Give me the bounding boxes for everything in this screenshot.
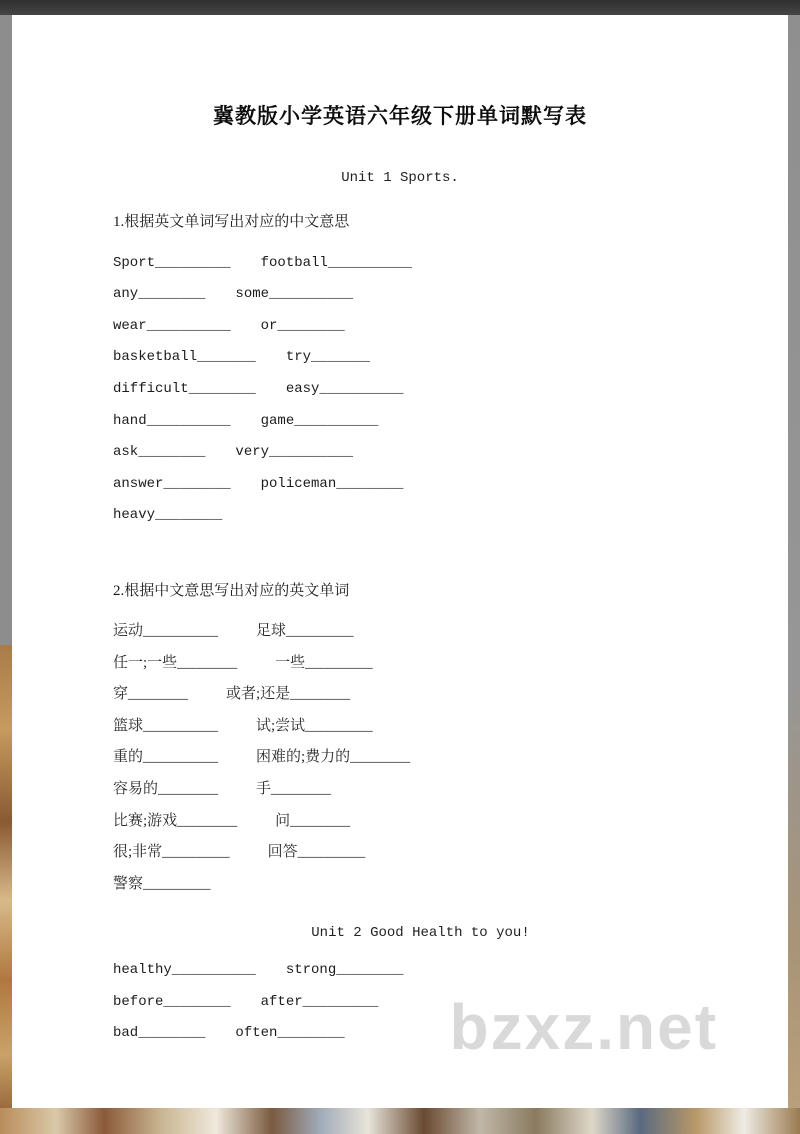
top-bar [0,0,800,15]
word-with-blank: heavy________ [113,507,223,524]
word-with-blank: before________ [113,993,231,1010]
word-with-blank: 回答_________ [267,844,366,861]
right-edge-texture [788,15,800,1110]
word-with-blank: 警察_________ [113,875,211,892]
word-with-blank: healthy__________ [113,962,256,979]
word-with-blank: some__________ [235,286,354,303]
unit1-heading: Unit 1 Sports. [341,170,459,186]
word-with-blank: any________ [113,286,206,303]
word-with-blank: 试;尝试_________ [256,717,373,734]
word-with-blank: 任一;一些________ [113,654,238,671]
word-with-blank: ask________ [113,444,206,461]
section1-heading: 1.根据英文单词写出对应的中文意思 [113,214,350,230]
word-line [113,239,728,271]
word-line [113,1010,728,1042]
word-with-blank: 穿________ [113,686,189,703]
word-with-blank: 问________ [275,812,351,829]
word-with-blank: game__________ [260,412,379,429]
word-line [113,735,728,767]
page-title: 冀教版小学英语六年级下册单词默写表 [213,104,587,128]
word-with-blank: or________ [260,317,345,334]
word-with-blank: 重的__________ [113,749,219,766]
word-with-blank: policeman________ [260,475,404,492]
section-gap [113,523,728,555]
word-with-blank: 足球_________ [256,622,354,639]
word-with-blank: often________ [235,1025,345,1042]
left-edge-texture [0,645,12,1110]
word-line [113,460,728,492]
watermark: bzxz.net [449,991,718,1063]
unit2-word-lines [113,947,728,1042]
word-line [113,766,728,798]
unit2-heading: Unit 2 Good Health to you! [311,924,530,941]
word-with-blank: Sport_________ [113,254,231,271]
word-line [113,334,728,366]
word-with-blank: 很;非常_________ [113,844,230,861]
unit1-english-word-lines [113,239,728,523]
word-with-blank: football__________ [260,254,412,271]
word-line [113,302,728,334]
bottom-photo-strip [0,1108,800,1134]
word-with-blank: hand__________ [113,412,231,429]
word-with-blank: bad________ [113,1025,206,1042]
section2-heading: 2.根据中文意思写出对应的英文单词 [113,583,350,600]
word-line [113,947,728,979]
word-line [113,672,728,704]
word-with-blank: easy__________ [285,380,404,397]
word-line [113,365,728,397]
word-with-blank: try_______ [285,349,370,366]
word-with-blank: wear__________ [113,317,231,334]
word-with-blank: basketball_______ [113,349,256,366]
word-with-blank: strong________ [285,962,404,979]
word-with-blank: 困难的;费力的________ [256,749,411,766]
page-content [113,210,728,1041]
word-line [113,429,728,461]
word-with-blank: 手________ [256,780,332,797]
document-page [12,15,788,1108]
word-with-blank: 容易的________ [113,780,219,797]
word-with-blank: 比赛;游戏________ [113,812,238,829]
word-with-blank: 一些_________ [275,654,373,671]
word-line [113,640,728,672]
word-with-blank: very__________ [235,444,354,461]
word-with-blank: 运动__________ [113,622,219,639]
word-line [113,492,728,524]
word-line [113,861,728,893]
word-line [113,608,728,640]
word-with-blank: difficult________ [113,380,256,397]
word-line [113,798,728,830]
word-with-blank: answer________ [113,475,231,492]
word-line [113,703,728,735]
word-line [113,830,728,862]
word-line [113,397,728,429]
word-line [113,271,728,303]
word-with-blank: 或者;还是________ [226,686,351,703]
unit1-chinese-word-lines [113,608,728,892]
word-with-blank: after_________ [260,993,379,1010]
word-with-blank: 篮球__________ [113,717,219,734]
word-line [113,978,728,1010]
